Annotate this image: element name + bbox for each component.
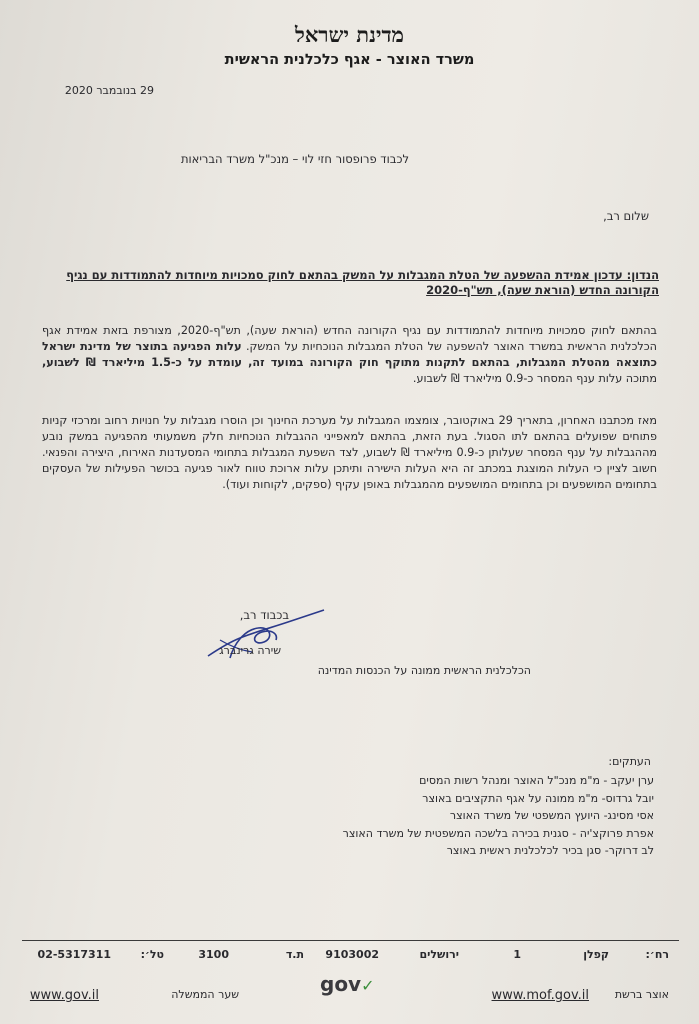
checkmark-icon: ✓ (361, 976, 375, 995)
greeting: שלום רב, (603, 209, 649, 223)
footer-street-label: רח׳: (645, 948, 669, 961)
paragraph-1-bold: עלות הפגיעה בתוצר של מדינת ישראל כתוצאה מהטלת המגבלות, בהתאם לתקנות מתוקף חוק הקורונה במועד זה, עומדת על כ-1.5 מיליארד ₪ לשבוע, (42, 340, 657, 369)
recipient-line: לכבוד פרופסור חזי לוי – מנכ"ל משרד הבריאות (180, 152, 409, 166)
paragraph-2: מאז מכתבנו האחרון, בתאריך 29 באוקטובר, צומצמו המגבלות על מערכת החינוך וכן הוסרו מגבלות על חנויות רחוב ומרכזי קניות פתוחים שפועלים בהתאם לתו הסגול. בעת הזאת, בהתאם למאפייני ההגבלות הנוכחיות חלק משמעותי מהפגיעה במשק נובע מההגבלות על ענף המסחר שעלותן כ-0.9 מיליארד ₪ לשבוע, לצד השפעת המגבלות בתחומי המסעדנות האירוח, היצירה והפנאי. חשוב לציין כי העלות המוצגת במכתב זה היא העלות הישירה ותיתכן עלות ארוכת טווח לאור פגיעה בכושר הפעילות של העסקים בתחומים המושפעים וכן בתחומים המושפעים מהמגבלות באופן עקיף (ספקים, לקוחות ועוד). (42, 414, 657, 491)
letterhead-ministry: משרד האוצר - אגף כלכלנית הראשית (224, 52, 475, 68)
paragraph-1-text: בהתאם לחוק סמכויות מיוחדות להתמודדות עם נגיף הקורונה החדש (הוראת שעה), תש"ף-2020, מצורפת בזאת אמידת אגף הכלכלנית הראשית במשרד האוצר להשפעה של הטלת המגבלות הנוכחיות על המשק. (42, 324, 657, 353)
footer-street-number: 1 (513, 948, 521, 961)
copy-recipient: יובל גרדוס- מ"מ ממונה על אגף התקציבים באוצר (422, 791, 654, 805)
signer-name: שירה גרינברג (219, 644, 281, 657)
letterhead-state: מדינת ישראל (295, 22, 404, 47)
footer-mof-label: אוצר ברשת (614, 988, 669, 1001)
copies-list (343, 772, 654, 860)
copy-recipient: ערן יעקב - מ"מ מנכ"ל האוצר ומנהל רשות המסים (419, 774, 654, 787)
copy-recipient: אפרת פרוקצ'יה - סגנית בכירה בלשכה המשפטית של משרד האוצר (342, 826, 654, 840)
footer-mof-link[interactable]: www.mof.gov.il (491, 988, 589, 1003)
footer-phone-label: טל׳: (140, 948, 164, 961)
paragraph-1-tail: מתוכה עלות ענף המסחר כ-0.9 מיליארד ₪ לשבוע. (412, 372, 657, 385)
paragraph-1 (42, 323, 657, 387)
letter-date: 29 בנובמבר 2020 (64, 84, 154, 97)
signer-title: הכלכלנית הראשית ממונה על הכנסות המדינה (317, 664, 531, 677)
footer-pobox: 3100 (198, 948, 229, 961)
copy-recipient: אסי מסינג- היועץ המשפטי של משרד האוצר (449, 809, 654, 822)
footer-divider (22, 940, 679, 941)
footer-phone: 02-5317311 (37, 948, 111, 961)
footer-zip: 9103002 (325, 948, 379, 961)
footer-pobox-label: ת.ד (285, 948, 304, 961)
subject-line: הנדון: עדכון אמידת ההשפעה של הטלת המגבלות על המשק בהתאם לחוק סמכויות מיוחדות להתמודדות עם נגיף הקורונה החדש (הוראת שעה), תש"ף-2020 (66, 268, 659, 297)
footer-gov-label: שער הממשלה (171, 988, 239, 1001)
copies-heading: העתקים: (608, 755, 651, 768)
copy-recipient: לב דרוקר- סגן בכיר לכלכלנית ראשית באוצר (446, 844, 654, 857)
closing: בכבוד רב, (239, 608, 289, 622)
gov-logo-text: gov (320, 972, 362, 996)
handwritten-signature (200, 598, 330, 668)
footer-city: ירושלים (419, 948, 459, 961)
footer-street: קפלן (583, 948, 609, 961)
footer-gov-link[interactable]: www.gov.il (29, 988, 99, 1003)
gov-logo (320, 972, 375, 996)
